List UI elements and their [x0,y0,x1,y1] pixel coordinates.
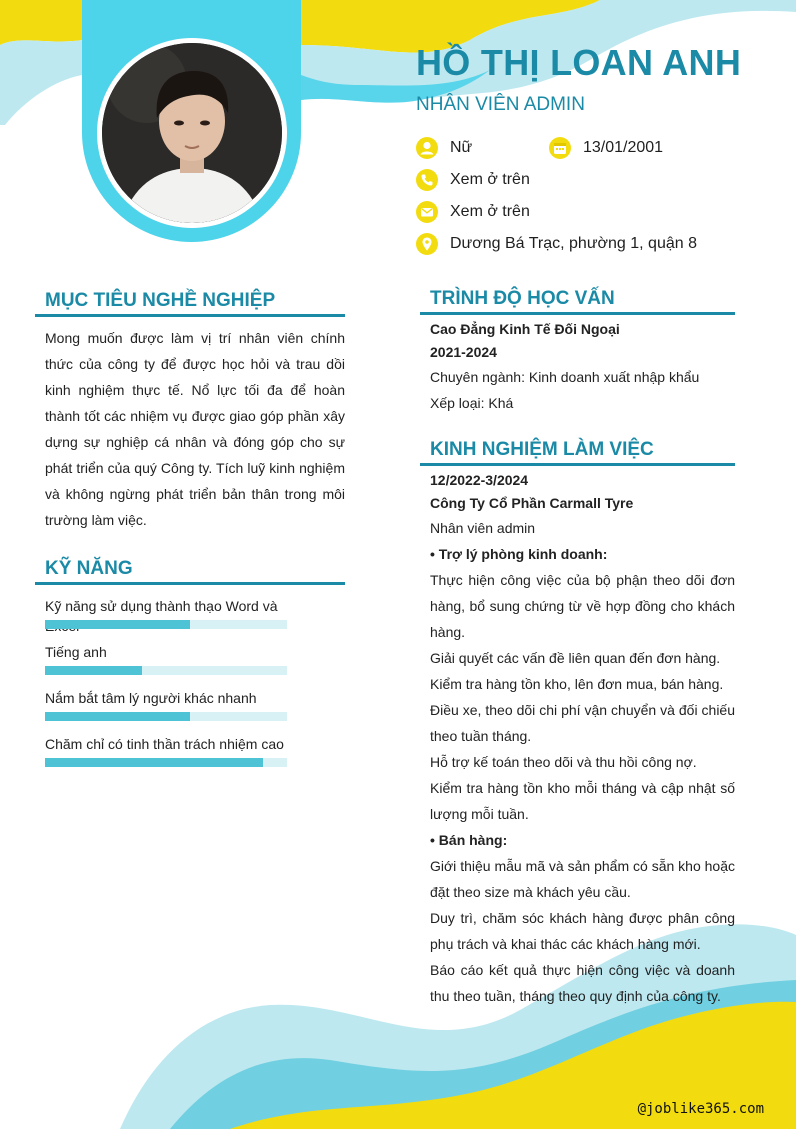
education-title: TRÌNH ĐỘ HỌC VẤN [420,288,735,315]
skill-fill [45,666,142,675]
phone-icon [416,169,438,191]
experience-task: Kiểm tra hàng tồn kho mỗi tháng và cập nhật số lượng mỗi tuần. [430,780,735,822]
address-value: Dương Bá Trạc, phường 1, quận 8 [450,235,697,252]
experience-task: Duy trì, chăm sóc khách hàng được phân công phụ trách và khai thác các khách hàng mới. [430,910,735,952]
skill-item [45,596,287,629]
skill-bar [45,758,287,767]
experience-period: 12/2022-3/2024 [430,472,529,488]
info-address [416,233,697,255]
skill-label: Kỹ năng sử dụng thành thạo Word và [45,598,278,614]
experience-task: Giới thiệu mẫu mã và sản phẩm có sẵn kho hoặc đặt theo size mà khách yêu cầu. [430,858,735,900]
experience-block [430,469,735,1009]
experience-task: Giải quyết các vấn đề liên quan đến đơn hàng. [430,650,721,666]
footer-handle: @joblike365.com [637,1101,764,1117]
candidate-role: NHÂN VIÊN ADMIN [416,94,585,115]
experience-task: Kiểm tra hàng tồn kho, lên đơn mua, bán hàng. [430,676,724,692]
education-major: Chuyên ngành: Kinh doanh xuất nhập khẩu [430,369,700,385]
location-pin-icon [416,233,438,255]
info-birthdate [549,137,663,159]
experience-task: Điều xe, theo dõi chi phí vận chuyển và đối chiếu theo tuần tháng. [430,702,735,744]
skill-fill [45,758,263,767]
experience-title: KINH NGHIỆM LÀM VIỆC [420,439,735,466]
skill-bar [45,712,287,721]
education-period: 2021-2024 [430,344,497,360]
birthdate-value: 13/01/2001 [583,139,664,156]
info-gender [416,137,472,159]
education-block [430,318,735,416]
skill-label: Nắm bắt tâm lý người khác nhanh [45,690,257,706]
gender-value: Nữ [450,139,473,156]
skill-fill [45,620,190,629]
phone-value: Xem ở trên [450,171,530,188]
experience-group1-title: • Trợ lý phòng kinh doanh: [430,546,608,562]
skill-bar [45,666,287,675]
experience-task: Báo cáo kết quả thực hiện công việc và doanh thu theo tuần, tháng theo quy định của công ty. [430,962,735,1004]
avatar [97,38,287,228]
experience-group2-title: • Bán hàng: [430,832,508,848]
education-school: Cao Đẳng Kinh Tế Đối Ngoại [430,321,620,337]
skill-item [45,734,287,767]
experience-task: Hỗ trợ kế toán theo dõi và thu hồi công nợ. [430,754,697,770]
skill-fill [45,712,190,721]
email-value: Xem ở trên [450,203,530,220]
education-grade: Xếp loại: Khá [430,395,514,411]
skill-bar [45,620,287,629]
experience-task: Thực hiện công việc của bộ phận theo dõi đơn hàng, bổ sung chứng từ về hợp đồng cho khách hàng. [430,572,735,640]
calendar-icon [549,137,571,159]
candidate-name: HỒ THỊ LOAN ANH [416,42,742,83]
objective-title: MỤC TIÊU NGHỀ NGHIỆP [35,290,345,317]
experience-position: Nhân viên admin [430,520,536,536]
skill-label: Tiếng anh [45,644,107,660]
info-phone [416,169,530,191]
skill-item [45,642,287,675]
mail-icon [416,201,438,223]
skills-title: KỸ NĂNG [35,558,345,585]
info-email [416,201,530,223]
user-icon [416,137,438,159]
skill-label: Chăm chỉ có tinh thần trách nhiệm cao [45,736,284,752]
experience-company: Công Ty Cổ Phần Carmall Tyre [430,495,634,511]
objective-text: Mong muốn được làm vị trí nhân viên chính thức của công ty để được học hỏi và trau dồi kinh nghiệm thực tế. Nổ lực tối đa để hoàn thành tốt các nhiệm vụ được giao góp phần xây dựng sự nghiệp cá nhân và đóng góp cho sự phát triển của quý Công ty. Tích luỹ kinh nghiệm và không ngừng phát triển bản thân trong môi trường làm việc. [45,330,345,528]
skill-item [45,688,287,721]
